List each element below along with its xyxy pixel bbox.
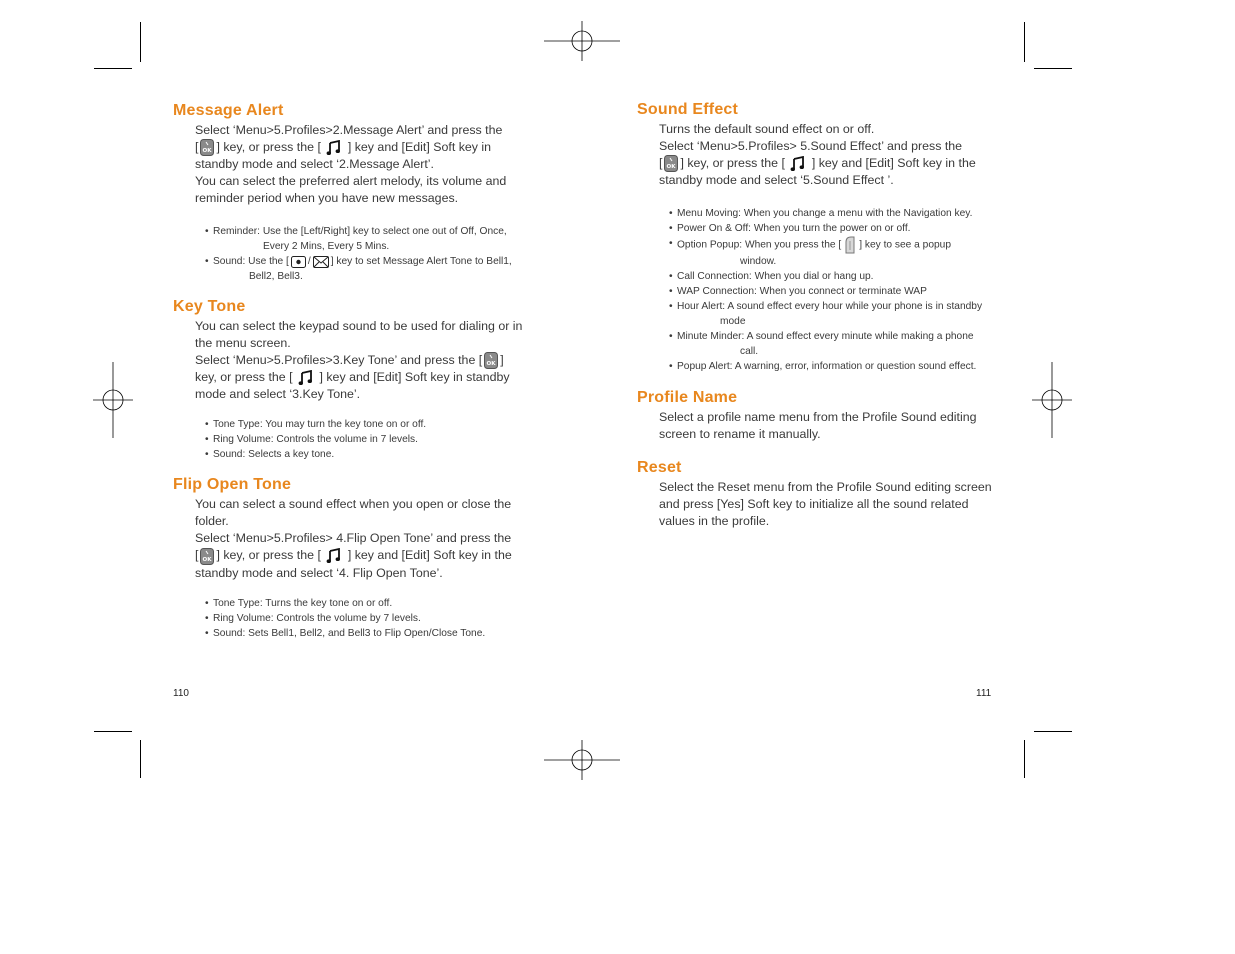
text-fragment: ] key and [Edit] Soft key in the: [347, 548, 512, 563]
text-line: [195, 369, 533, 386]
registration-mark: [544, 722, 620, 798]
section-title: Key Tone: [173, 298, 246, 316]
text-line: values in the profile.: [659, 514, 770, 529]
text-fragment: ] key and [Edit] Soft key in the: [811, 156, 976, 170]
list-item: [669, 236, 1002, 269]
profile-name-section: [637, 389, 1002, 443]
text-fragment: [: [195, 140, 199, 154]
text-fragment: ] key, or press the [: [216, 140, 321, 154]
message-alert-section: [173, 102, 533, 284]
text-line: You can select the keypad sound to be used for dialing or in: [195, 319, 523, 334]
camera-key-icon: [291, 256, 306, 268]
list-item: • Tone Type: Turns the key tone on or off.: [205, 596, 533, 611]
text-line: Select the Reset menu from the Profile Sound editing screen: [659, 480, 992, 495]
text-fragment: [: [195, 548, 199, 563]
text-line: folder.: [195, 514, 229, 529]
bullet-list: [669, 206, 1002, 374]
text-line: mode and select ‘3.Key Tone’.: [195, 387, 361, 402]
section-title: Profile Name: [637, 389, 738, 407]
text-fragment: window.: [740, 256, 777, 268]
text-line: [659, 155, 1002, 172]
section-title: Sound Effect: [637, 101, 739, 118]
crop-mark: [1024, 22, 1025, 62]
section-body: [195, 496, 533, 640]
music-note-key-icon: [326, 548, 342, 564]
section-body: [659, 409, 1002, 443]
text-fragment: Reminder: Use the [Left/Right] key to select one out of Off, Once,: [213, 226, 507, 238]
left-page: [173, 102, 533, 641]
text-fragment: ] key and [Edit] Soft key in: [347, 140, 492, 154]
text-line: and press [Yes] Soft key to initialize all the sound related: [659, 497, 969, 512]
section-title: Message Alert: [173, 102, 284, 119]
section-title: Flip Open Tone: [173, 476, 292, 494]
text-line: reminder period when you have new messages.: [195, 191, 459, 206]
crop-mark: [94, 731, 132, 732]
ok-key-icon: [484, 352, 498, 369]
envelope-key-icon: [313, 256, 329, 268]
text-fragment: ]: [500, 353, 504, 368]
text-fragment: /: [307, 256, 311, 268]
text-line: Select ‘Menu>5.Profiles> 4.Flip Open Tone’ and press the: [195, 531, 512, 546]
text-line: screen to rename it manually.: [659, 427, 821, 442]
text-line: [195, 139, 533, 156]
crop-mark: [1034, 68, 1072, 69]
music-note-key-icon: [298, 370, 314, 386]
text-fragment: Hour Alert: A sound effect every hour while your phone is in standby: [677, 301, 983, 313]
bullet-list: [205, 224, 533, 284]
section-body: [195, 318, 533, 462]
text-line: [195, 352, 533, 369]
text-fragment: call.: [740, 346, 759, 358]
svg-text:OK: OK: [666, 164, 676, 171]
list-item: • Ring Volume: Controls the volume by 7 levels.: [205, 611, 533, 626]
text-line: [195, 547, 533, 564]
flip-open-tone-section: [173, 476, 533, 640]
list-item: • Sound: Sets Bell1, Bell2, and Bell3 to Flip Open/Close Tone.: [205, 626, 533, 641]
music-note-key-icon: [790, 156, 806, 172]
section-body: [195, 122, 533, 284]
list-item: • Call Connection: When you dial or hang up.: [669, 269, 1002, 284]
text-fragment: ] key to see a popup: [859, 239, 951, 251]
text-line: standby mode and select ‘5.Sound Effect ’.: [659, 173, 894, 188]
text-fragment: mode: [720, 316, 746, 328]
sound-effect-section: [637, 101, 1002, 374]
text-line: You can select the preferred alert melody, its volume and: [195, 174, 507, 189]
text-fragment: Sound: Use the [: [213, 256, 289, 268]
crop-mark: [1034, 731, 1072, 732]
text-fragment: key, or press the [: [195, 370, 293, 385]
list-item: [205, 254, 533, 284]
section-body: [659, 479, 1002, 530]
text-line: the menu screen.: [195, 336, 291, 351]
registration-mark: [75, 362, 151, 438]
text-fragment: Select ‘Menu>5.Profiles>3.Key Tone’ and press the [: [195, 353, 483, 368]
list-item: • Ring Volume: Controls the volume in 7 levels.: [205, 432, 533, 447]
ok-key-icon: [200, 548, 214, 565]
list-item: • Sound: Selects a key tone.: [205, 447, 533, 462]
text-line: Turns the default sound effect on or off.: [659, 122, 875, 136]
text-line: standby mode and select ‘4. Flip Open Tone’.: [195, 565, 443, 580]
list-item: • Popup Alert: A warning, error, information or question sound effect.: [669, 359, 1002, 374]
text-fragment: ] key, or press the [: [680, 156, 785, 170]
text-fragment: ] key and [Edit] Soft key in standby: [319, 370, 510, 385]
list-item: [669, 329, 1002, 359]
text-fragment: ] key, or press the [: [216, 548, 321, 563]
crop-mark: [140, 22, 141, 62]
reset-section: [637, 459, 1002, 530]
right-page: [637, 101, 1002, 530]
page-number: 110: [173, 688, 189, 699]
crop-mark: [140, 740, 141, 778]
text-line: Select a profile name menu from the Profile Sound editing: [659, 410, 977, 425]
text-line: You can select a sound effect when you open or close the: [195, 497, 512, 512]
list-item: • Tone Type: You may turn the key tone on or off.: [205, 417, 533, 432]
text-line: Select ‘Menu>5.Profiles>2.Message Alert’ and press the: [195, 123, 503, 137]
crop-mark: [1024, 740, 1025, 778]
crop-mark: [94, 68, 132, 69]
text-fragment: Every 2 Mins, Every 5 Mins.: [263, 241, 390, 253]
registration-mark: [1014, 362, 1090, 438]
text-line: Select ‘Menu>5.Profiles> 5.Sound Effect’ and press the: [659, 139, 963, 153]
list-item: • WAP Connection: When you connect or terminate WAP: [669, 284, 1002, 299]
text-fragment: Minute Minder: A sound effect every minute while making a phone: [677, 331, 974, 343]
registration-mark: [544, 3, 620, 79]
list-item: [205, 224, 533, 254]
key-tone-section: [173, 298, 533, 462]
music-note-key-icon: [326, 140, 342, 156]
side-key-icon: [843, 236, 857, 254]
list-item: [669, 299, 1002, 329]
list-item: • Menu Moving: When you change a menu with the Navigation key.: [669, 206, 1002, 221]
text-fragment: Bell2, Bell3.: [249, 271, 303, 283]
page-number: 111: [976, 688, 992, 699]
bullet-list: [205, 417, 533, 462]
bullet-list: [205, 596, 533, 641]
ok-key-icon: [664, 155, 678, 172]
list-item: • Power On & Off: When you turn the power on or off.: [669, 221, 1002, 236]
section-title: Reset: [637, 459, 682, 477]
svg-text:OK: OK: [202, 148, 212, 155]
svg-text:OK: OK: [486, 361, 496, 368]
svg-text:OK: OK: [202, 556, 212, 563]
text-line: standby mode and select ‘2.Message Alert’.: [195, 157, 434, 172]
text-fragment: [: [659, 156, 663, 170]
text-fragment: ] key to set Message Alert Tone to Bell1,: [330, 256, 512, 268]
ok-key-icon: [200, 139, 214, 156]
text-fragment: Option Popup: When you press the [: [677, 239, 842, 251]
section-body: [659, 121, 1002, 374]
